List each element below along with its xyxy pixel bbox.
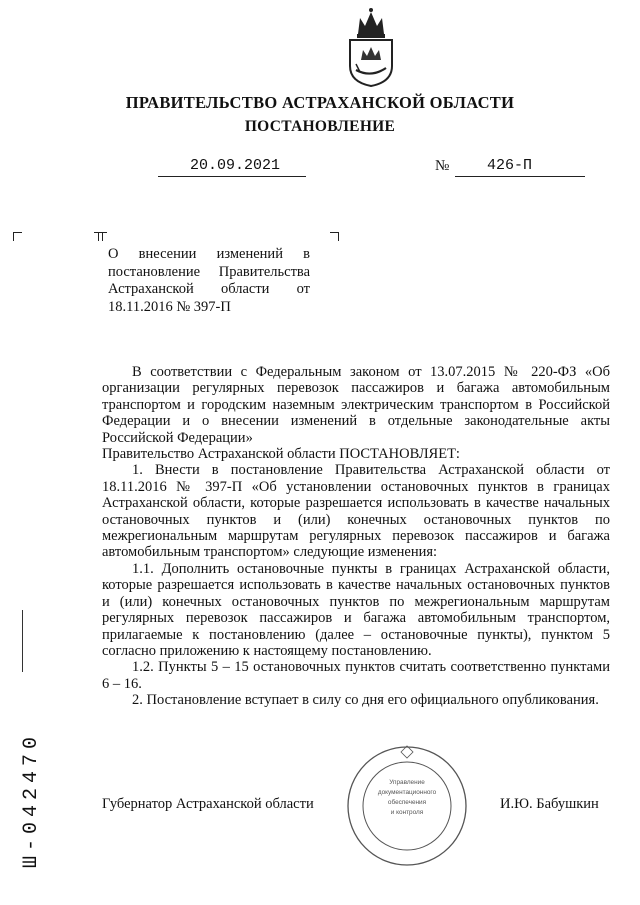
document-body: [102, 364, 610, 709]
stamp-inner-line-1: Управление: [389, 779, 425, 786]
stamp-inner-line-4: и контроля: [390, 809, 424, 816]
document-number: 426-П: [487, 157, 533, 174]
number-sign: №: [435, 158, 450, 174]
stamp-inner-line-3: обеспечения: [387, 799, 427, 806]
margin-line: [22, 610, 23, 672]
corner-mark-subject-left-inner: [94, 232, 103, 241]
signatory-position: Губернатор Астраханской области: [102, 796, 314, 812]
government-title: ПРАВИТЕЛЬСТВО АСТРАХАНСКОЙ ОБЛАСТИ: [125, 93, 515, 112]
corner-mark-left: [13, 232, 22, 241]
coat-of-arms-emblem: [344, 4, 398, 88]
date-underline: [158, 175, 306, 177]
body-paragraph-resolution: Правительство Астраханской области ПОСТАНОВЛЯЕТ:: [102, 446, 460, 463]
document-type-title: ПОСТАНОВЛЕНИЕ: [244, 118, 396, 135]
body-paragraph-item-1: 1. Внести в постановление Правительства Астраханской области от 18.11.2016 № 397-П «Об установлении остановочных пунктов в границах Астраханской области, которые разрешается использовать в качестве начальных остановочных пунктов и (или) конечных остановочных пунктов по межрегиональным маршрутам регулярных перевозок пассажиров и багажа автомобильным транспортом» следующие изменения:: [102, 462, 610, 561]
body-paragraph-item-1-2: 1.2. Пункты 5 – 15 остановочных пунктов считать соответственно пунктами 6 – 16.: [102, 659, 610, 692]
body-paragraph-item-1-1: 1.1. Дополнить остановочные пункты в границах Астраханской области, которые разрешается использовать в качестве начальных остановочных пунктов и (или) конечных остановочных пунктов по межрегиональным маршрутам регулярных перевозок пассажиров и багажа автомобильным транспортом, прилагаемые к постановлению (далее – остановочные пункты), пунктом 5 согласно приложению к настоящему постановлению.: [102, 560, 610, 659]
side-serial-number: Ш-042470: [20, 731, 43, 868]
document-subject: О внесении изменений в постановление Правительства Астраханской области от 18.11.2016 № 397-П: [108, 246, 310, 315]
stamp-inner-line-2: документационного: [377, 789, 437, 796]
body-paragraph-item-2: 2. Постановление вступает в силу со дня его официального опубликования.: [132, 692, 599, 709]
number-underline: [455, 175, 585, 177]
official-stamp: [345, 744, 469, 868]
signatory-name: И.Ю. Бабушкин: [500, 796, 599, 812]
document-date: 20.09.2021: [190, 157, 281, 174]
corner-mark-subject-right: [330, 232, 339, 241]
body-paragraph-preamble: В соответствии с Федеральным законом от 13.07.2015 № 220-ФЗ «Об организации регулярных перевозок пассажиров и багажа автомобильным транспортом и городским наземным электрическим транспортом в Российской Федерации и о внесении изменений в отдельные законодательные акты Российской Федерации»: [102, 364, 610, 446]
